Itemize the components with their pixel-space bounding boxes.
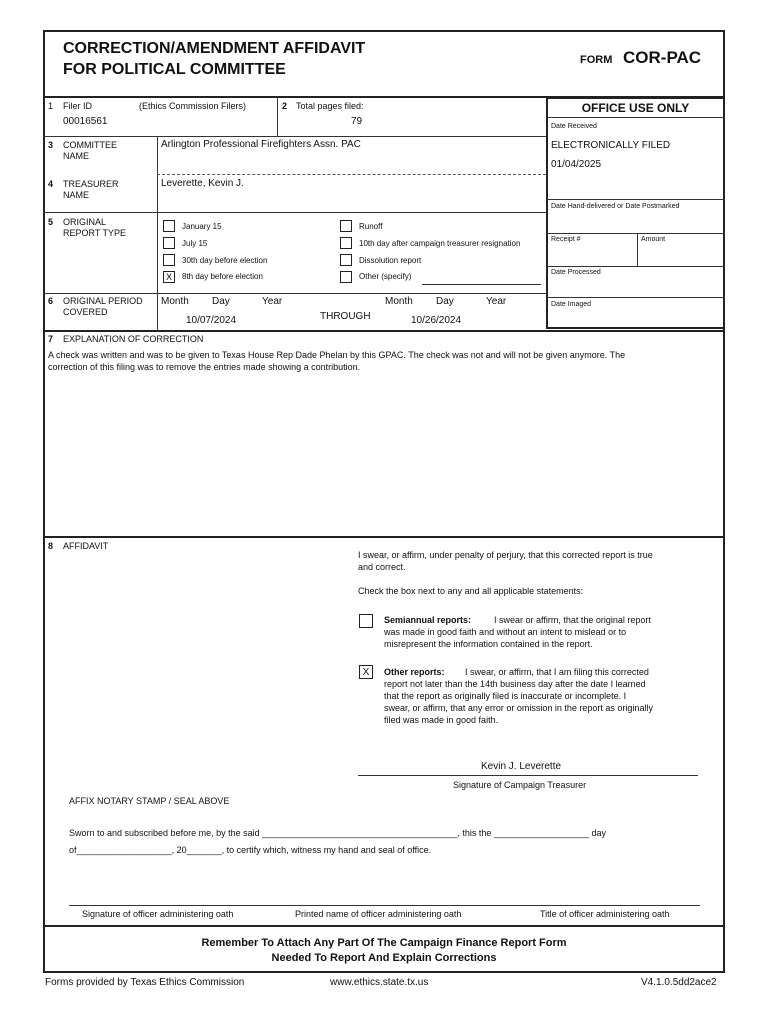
officer-signature-label: Signature of officer administering oath <box>82 909 234 919</box>
option-30th-day: 30th day before election <box>182 256 268 265</box>
semiannual-line1: I swear or affirm, that the original report <box>494 615 651 625</box>
filer-id-value: 00016561 <box>63 116 108 127</box>
receipt-label: Receipt # <box>551 236 581 243</box>
semiannual-line2: was made in good faith and without an intent to mislead or to <box>384 627 627 637</box>
other-line1: I swear, or affirm, that I am filing this corrected <box>465 667 649 677</box>
office-line <box>546 297 725 298</box>
footer-website[interactable]: www.ethics.state.tx.us <box>330 977 429 988</box>
field-divider <box>157 174 546 175</box>
period-start-date: 10/07/2024 <box>186 315 237 326</box>
amount-label: Amount <box>641 236 666 243</box>
committee-label: COMMITTEE <box>63 140 117 150</box>
filer-id-note: (Ethics Commission Filers) <box>139 101 247 111</box>
other-line3: that the report as originally filed is inaccurate or incomplete. I <box>384 691 627 701</box>
office-line <box>546 117 725 118</box>
other-line4: swear, or affirm, that any error or omission in the report as originally <box>384 703 653 713</box>
checkbox-runoff[interactable] <box>340 220 352 232</box>
period-label-2: COVERED <box>63 307 108 317</box>
field-divider <box>43 293 546 294</box>
field-divider <box>277 97 278 136</box>
sworn-line1: Sworn to and subscribed before me, by the said _______________________________________, this the ___________________ day <box>69 828 606 838</box>
field-divider <box>43 136 546 137</box>
semiannual-bold: Semiannual reports: <box>384 615 472 625</box>
section-divider <box>43 330 725 332</box>
period-end-date: 10/26/2024 <box>411 315 462 326</box>
option-10th-day: 10th day after campaign treasurer resignation <box>359 239 521 248</box>
sworn-line2: of___________________, 20_______, to certify which, witness my hand and seal of office. <box>69 845 432 855</box>
through-label: THROUGH <box>320 311 371 322</box>
filing-date: 01/04/2025 <box>551 159 602 170</box>
officer-title-label: Title of officer administering oath <box>540 909 670 919</box>
from-month-label: Month <box>161 296 189 307</box>
form-code: COR-PAC <box>623 48 702 67</box>
officer-signature-line <box>69 905 700 906</box>
report-type-label: ORIGINAL <box>63 217 107 227</box>
field6-number: 6 <box>48 296 54 306</box>
processed-label: Date Processed <box>551 269 601 276</box>
total-pages-label: Total pages filed: <box>296 101 364 111</box>
checkbox-july-15[interactable] <box>163 237 175 249</box>
form-title-line1: CORRECTION/AMENDMENT AFFIDAVIT <box>63 40 366 57</box>
field5-number: 5 <box>48 217 54 227</box>
label-column-divider <box>157 293 158 330</box>
office-line <box>637 233 638 266</box>
total-pages-value: 79 <box>351 116 363 127</box>
from-day-label: Day <box>212 296 230 307</box>
footer-version: V4.1.0.5dd2ace2 <box>641 977 717 988</box>
treasurer-signature-line <box>358 775 698 776</box>
field2-number: 2 <box>282 101 288 111</box>
checkbox-other[interactable] <box>340 271 352 283</box>
treasurer-name-value: Leverette, Kevin J. <box>161 178 244 189</box>
explanation-label: EXPLANATION OF CORRECTION <box>63 334 204 344</box>
office-line <box>546 199 725 200</box>
to-day-label: Day <box>436 296 454 307</box>
explanation-line1: A check was written and was to be given to Texas House Rep Dade Phelan by this GPAC. The check was not and will not be given anymore. The <box>48 350 626 360</box>
field4-number: 4 <box>48 179 54 189</box>
date-received-label: Date Received <box>551 123 597 130</box>
checkbox-semiannual[interactable] <box>359 614 373 628</box>
section-divider <box>43 925 725 927</box>
other-specify-line[interactable] <box>422 284 541 285</box>
check-instruction: Check the box next to any and all applicable statements: <box>358 586 584 596</box>
option-july-15: July 15 <box>182 239 208 248</box>
affidavit-label: AFFIDAVIT <box>63 541 109 551</box>
notary-stamp-label: AFFIX NOTARY STAMP / SEAL ABOVE <box>69 796 230 806</box>
swear-line2: and correct. <box>358 562 406 572</box>
checkbox-10th-day[interactable] <box>340 237 352 249</box>
label-column-divider <box>157 136 158 293</box>
report-type-label-2: REPORT TYPE <box>63 228 127 238</box>
form-label: FORM <box>580 54 613 66</box>
imaged-label: Date Imaged <box>551 301 592 308</box>
other-line2: report not later than the 14th business day after the date I learned <box>384 679 646 689</box>
officer-name-label: Printed name of officer administering oath <box>295 909 462 919</box>
option-runoff: Runoff <box>359 222 383 231</box>
committee-name-value: Arlington Professional Firefighters Assn. PAC <box>161 139 361 150</box>
committee-label-2: NAME <box>63 151 90 161</box>
checkbox-other-reports[interactable]: X <box>359 665 373 679</box>
to-year-label: Year <box>486 296 507 307</box>
option-other: Other (specify) <box>359 272 412 281</box>
form-title-line2: FOR POLITICAL COMMITTEE <box>63 61 286 78</box>
treasurer-signature: Kevin J. Leverette <box>481 761 562 772</box>
signature-label: Signature of Campaign Treasurer <box>453 780 587 790</box>
field1-number: 1 <box>48 101 54 111</box>
treasurer-label: TREASURER <box>63 179 119 189</box>
field8-number: 8 <box>48 541 54 551</box>
field7-number: 7 <box>48 334 54 344</box>
filer-id-label: Filer ID <box>63 101 92 111</box>
checkbox-dissolution[interactable] <box>340 254 352 266</box>
section-divider <box>43 536 725 538</box>
checkbox-january-15[interactable] <box>163 220 175 232</box>
office-line <box>546 266 725 267</box>
semiannual-line3: misrepresent the information contained in the report. <box>384 639 593 649</box>
explanation-line2: correction of this filing was to remove the entries made showing a contribution. <box>48 362 361 372</box>
option-dissolution: Dissolution report <box>359 256 422 265</box>
office-use-box <box>546 97 725 329</box>
treasurer-label-2: NAME <box>63 190 90 200</box>
checkbox-30th-day[interactable] <box>163 254 175 266</box>
office-use-title: OFFICE USE ONLY <box>581 101 690 115</box>
from-year-label: Year <box>262 296 283 307</box>
option-8th-day: 8th day before election <box>182 272 263 281</box>
option-january-15: January 15 <box>182 222 222 231</box>
period-label: ORIGINAL PERIOD <box>63 296 143 306</box>
reminder-line2: Needed To Report And Explain Corrections <box>271 952 497 964</box>
filing-status: ELECTRONICALLY FILED <box>551 140 671 151</box>
swear-line1: I swear, or affirm, under penalty of perjury, that this corrected report is true <box>358 550 653 560</box>
field3-number: 3 <box>48 140 54 150</box>
footer-provider: Forms provided by Texas Ethics Commission <box>45 977 245 988</box>
other-line5: filed was made in good faith. <box>384 715 499 725</box>
other-reports-bold: Other reports: <box>384 667 445 677</box>
office-line <box>546 233 725 234</box>
reminder-line1: Remember To Attach Any Part Of The Campaign Finance Report Form <box>201 937 567 949</box>
to-month-label: Month <box>385 296 413 307</box>
checkbox-8th-day[interactable]: X <box>163 271 175 283</box>
field-divider <box>43 212 546 213</box>
hand-delivered-label: Date Hand-delivered or Date Postmarked <box>551 203 680 210</box>
